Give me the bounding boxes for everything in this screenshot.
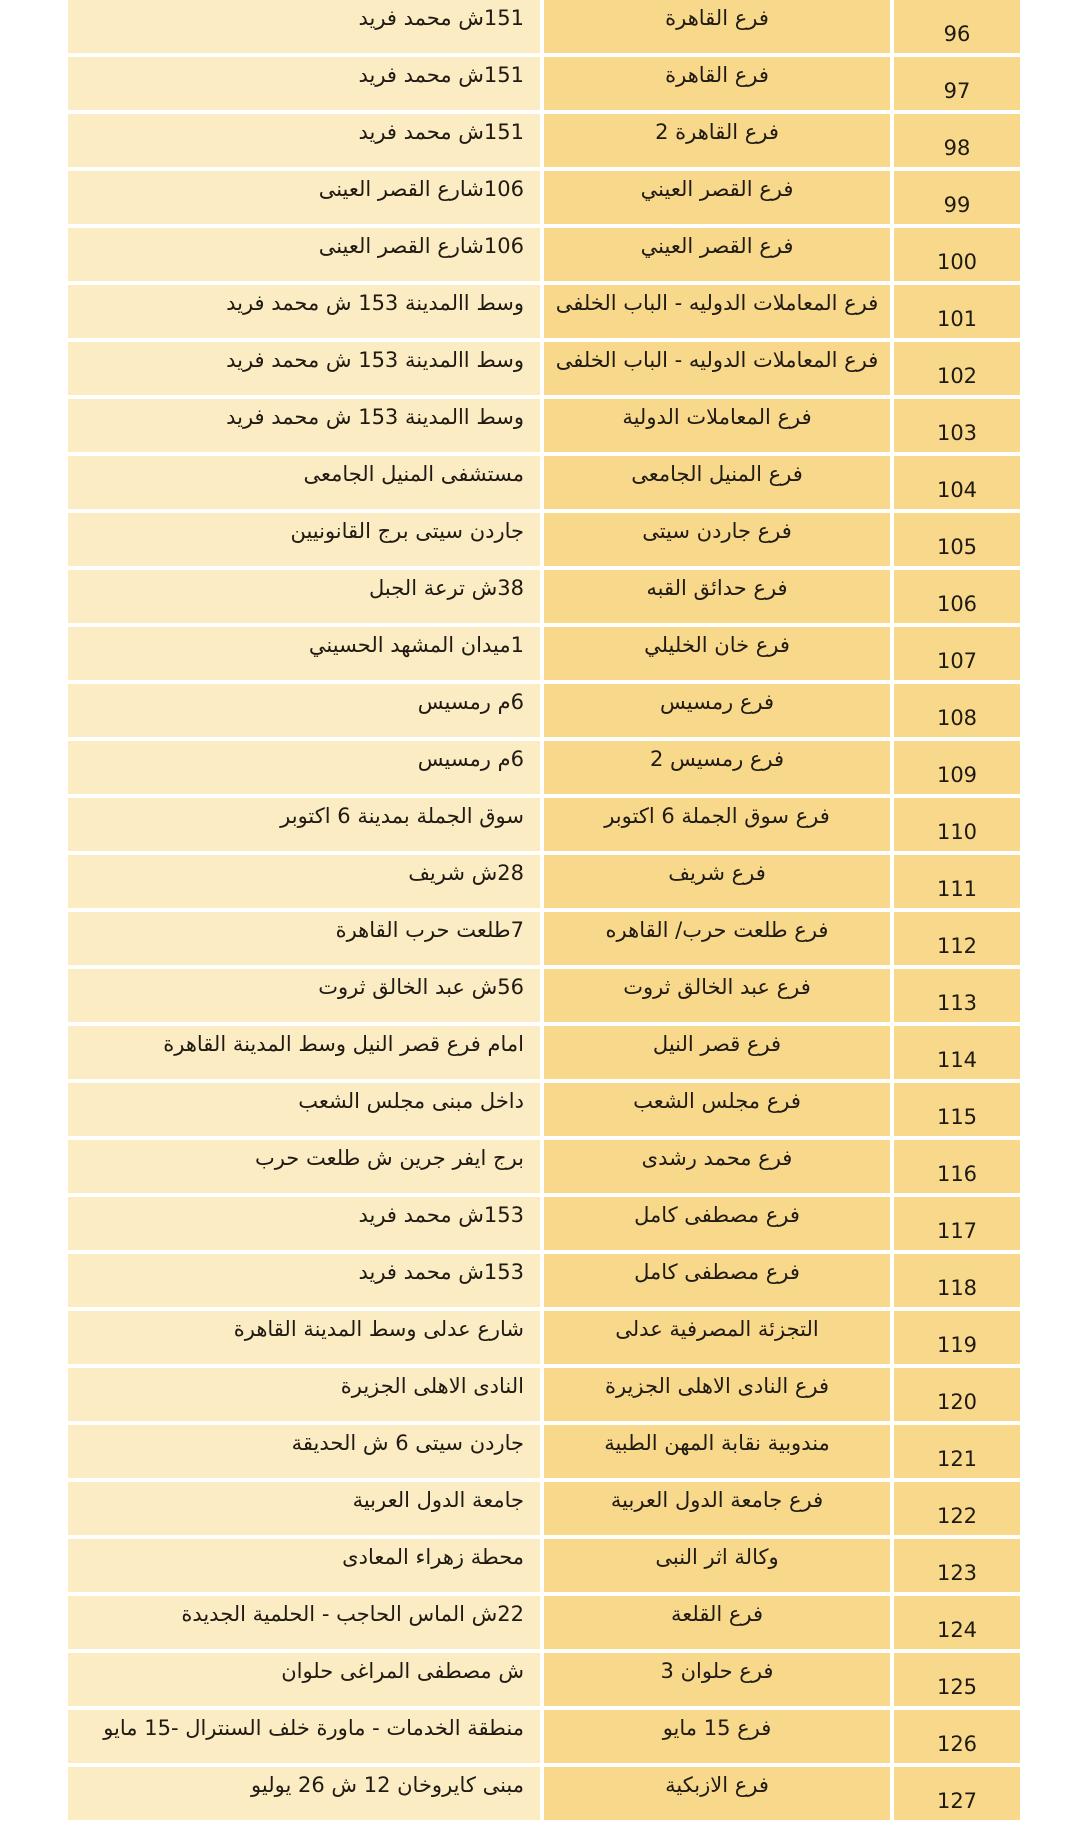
address-cell: 6م رمسيس (68, 741, 540, 794)
address-cell: وسط االمدينة 153 ش محمد فريد (68, 285, 540, 338)
address-cell: 151ش محمد فريد (68, 114, 540, 167)
table-row (68, 399, 1020, 456)
table-row (68, 969, 1020, 1026)
table-row (68, 1596, 1020, 1653)
address-cell: 153ش محمد فريد (68, 1197, 540, 1250)
address-cell: 1ميدان المشهد الحسيني (68, 627, 540, 680)
number-cell: 122 (894, 1482, 1020, 1535)
table-row (68, 684, 1020, 741)
branch-cell: فرع الازبكية (544, 1767, 890, 1820)
number-cell: 109 (894, 741, 1020, 794)
address-cell: ش مصطفى المراغى حلوان (68, 1653, 540, 1706)
branch-cell: فرع رمسيس (544, 684, 890, 737)
address-cell: 106شارع القصر العينى (68, 228, 540, 281)
number-cell: 110 (894, 798, 1020, 851)
address-cell: سوق الجملة بمدينة 6 اكتوبر (68, 798, 540, 851)
branch-cell: فرع القاهرة 2 (544, 114, 890, 167)
branch-cell: فرع المنيل الجامعى (544, 456, 890, 509)
table-row (68, 1539, 1020, 1596)
address-cell: 6م رمسيس (68, 684, 540, 737)
number-cell: 116 (894, 1140, 1020, 1193)
number-cell: 127 (894, 1767, 1020, 1820)
branch-cell: فرع القصر العيني (544, 171, 890, 224)
table-row (68, 114, 1020, 171)
number-cell: 104 (894, 456, 1020, 509)
branches-table (68, 0, 1020, 1824)
branch-cell: مندوبية نقابة المهن الطبية (544, 1425, 890, 1478)
branch-cell: فرع مصطفى كامل (544, 1254, 890, 1307)
number-cell: 100 (894, 228, 1020, 281)
branch-cell: فرع طلعت حرب/ القاهره (544, 912, 890, 965)
address-cell: 38ش ترعة الجبل (68, 570, 540, 623)
branch-cell: فرع رمسيس 2 (544, 741, 890, 794)
table-row (68, 627, 1020, 684)
table-row (68, 1140, 1020, 1197)
number-cell: 102 (894, 342, 1020, 395)
address-cell: 22ش الماس الحاجب - الحلمية الجديدة (68, 1596, 540, 1649)
table-row (68, 456, 1020, 513)
number-cell: 114 (894, 1026, 1020, 1079)
branch-cell: فرع القصر العيني (544, 228, 890, 281)
branch-cell: فرع النادى الاهلى الجزيرة (544, 1368, 890, 1421)
number-cell: 123 (894, 1539, 1020, 1592)
branch-cell: التجزئة المصرفية عدلى (544, 1311, 890, 1364)
address-cell: وسط االمدينة 153 ش محمد فريد (68, 399, 540, 452)
branch-cell: فرع مجلس الشعب (544, 1083, 890, 1136)
table-row (68, 1026, 1020, 1083)
address-cell: برج ايفر جرين ش طلعت حرب (68, 1140, 540, 1193)
table-row (68, 1710, 1020, 1767)
address-cell: 7طلعت حرب القاهرة (68, 912, 540, 965)
table-row (68, 912, 1020, 969)
branch-cell: فرع حلوان 3 (544, 1653, 890, 1706)
table-row (68, 855, 1020, 912)
branch-cell: فرع القلعة (544, 1596, 890, 1649)
number-cell: 101 (894, 285, 1020, 338)
number-cell: 124 (894, 1596, 1020, 1649)
address-cell: 153ش محمد فريد (68, 1254, 540, 1307)
table-row (68, 171, 1020, 228)
branch-cell: فرع 15 مايو (544, 1710, 890, 1763)
table-row (68, 513, 1020, 570)
number-cell: 125 (894, 1653, 1020, 1706)
address-cell: جاردن سيتى برج القانونيين (68, 513, 540, 566)
table-row (68, 228, 1020, 285)
number-cell: 105 (894, 513, 1020, 566)
branch-cell: فرع المعاملات الدوليه - الباب الخلفى (544, 285, 890, 338)
number-cell: 111 (894, 855, 1020, 908)
branch-cell: فرع قصر النيل (544, 1026, 890, 1079)
branch-cell: فرع القاهرة (544, 0, 890, 53)
address-cell: 56ش عبد الخالق ثروت (68, 969, 540, 1022)
table-row (68, 1083, 1020, 1140)
address-cell: جاردن سيتى 6 ش الحديقة (68, 1425, 540, 1478)
branch-cell: فرع المعاملات الدوليه - الباب الخلفى (544, 342, 890, 395)
number-cell: 96 (894, 0, 1020, 53)
number-cell: 115 (894, 1083, 1020, 1136)
address-cell: شارع عدلى وسط المدينة القاهرة (68, 1311, 540, 1364)
number-cell: 121 (894, 1425, 1020, 1478)
address-cell: داخل مبنى مجلس الشعب (68, 1083, 540, 1136)
branch-cell: فرع جامعة الدول العربية (544, 1482, 890, 1535)
number-cell: 106 (894, 570, 1020, 623)
number-cell: 99 (894, 171, 1020, 224)
address-cell: محطة زهراء المعادى (68, 1539, 540, 1592)
number-cell: 117 (894, 1197, 1020, 1250)
number-cell: 112 (894, 912, 1020, 965)
address-cell: امام فرع قصر النيل وسط المدينة القاهرة (68, 1026, 540, 1079)
branch-cell: فرع خان الخليلي (544, 627, 890, 680)
table-row (68, 1425, 1020, 1482)
number-cell: 126 (894, 1710, 1020, 1763)
number-cell: 103 (894, 399, 1020, 452)
address-cell: مستشفى المنيل الجامعى (68, 456, 540, 509)
number-cell: 97 (894, 57, 1020, 110)
table-row (68, 57, 1020, 114)
table-row (68, 570, 1020, 627)
address-cell: 28ش شريف (68, 855, 540, 908)
address-cell: مبنى كايروخان 12 ش 26 يوليو (68, 1767, 540, 1820)
number-cell: 98 (894, 114, 1020, 167)
table-row (68, 1311, 1020, 1368)
address-cell: 151ش محمد فريد (68, 57, 540, 110)
table-row (68, 1254, 1020, 1311)
branch-cell: فرع عبد الخالق ثروت (544, 969, 890, 1022)
branch-cell: وكالة اثر النبى (544, 1539, 890, 1592)
address-cell: جامعة الدول العربية (68, 1482, 540, 1535)
table-row (68, 1653, 1020, 1710)
branch-cell: فرع سوق الجملة 6 اكتوبر (544, 798, 890, 851)
table-row (68, 285, 1020, 342)
address-cell: منطقة الخدمات - ماورة خلف السنترال -15 مايو (68, 1710, 540, 1763)
branch-cell: فرع محمد رشدى (544, 1140, 890, 1193)
number-cell: 120 (894, 1368, 1020, 1421)
number-cell: 113 (894, 969, 1020, 1022)
branch-cell: فرع شريف (544, 855, 890, 908)
address-cell: 151ش محمد فريد (68, 0, 540, 53)
address-cell: وسط االمدينة 153 ش محمد فريد (68, 342, 540, 395)
number-cell: 107 (894, 627, 1020, 680)
number-cell: 118 (894, 1254, 1020, 1307)
branch-cell: فرع جاردن سيتى (544, 513, 890, 566)
number-cell: 108 (894, 684, 1020, 737)
table-row (68, 741, 1020, 798)
table-row (68, 1197, 1020, 1254)
table-row (68, 1482, 1020, 1539)
table-row (68, 1767, 1020, 1824)
address-cell: النادى الاهلى الجزيرة (68, 1368, 540, 1421)
branch-cell: فرع المعاملات الدولية (544, 399, 890, 452)
branch-cell: فرع مصطفى كامل (544, 1197, 890, 1250)
branch-cell: فرع القاهرة (544, 57, 890, 110)
address-cell: 106شارع القصر العينى (68, 171, 540, 224)
number-cell: 119 (894, 1311, 1020, 1364)
table-row (68, 0, 1020, 57)
table-row (68, 798, 1020, 855)
branch-cell: فرع حدائق القبه (544, 570, 890, 623)
table-row (68, 1368, 1020, 1425)
table-row (68, 342, 1020, 399)
